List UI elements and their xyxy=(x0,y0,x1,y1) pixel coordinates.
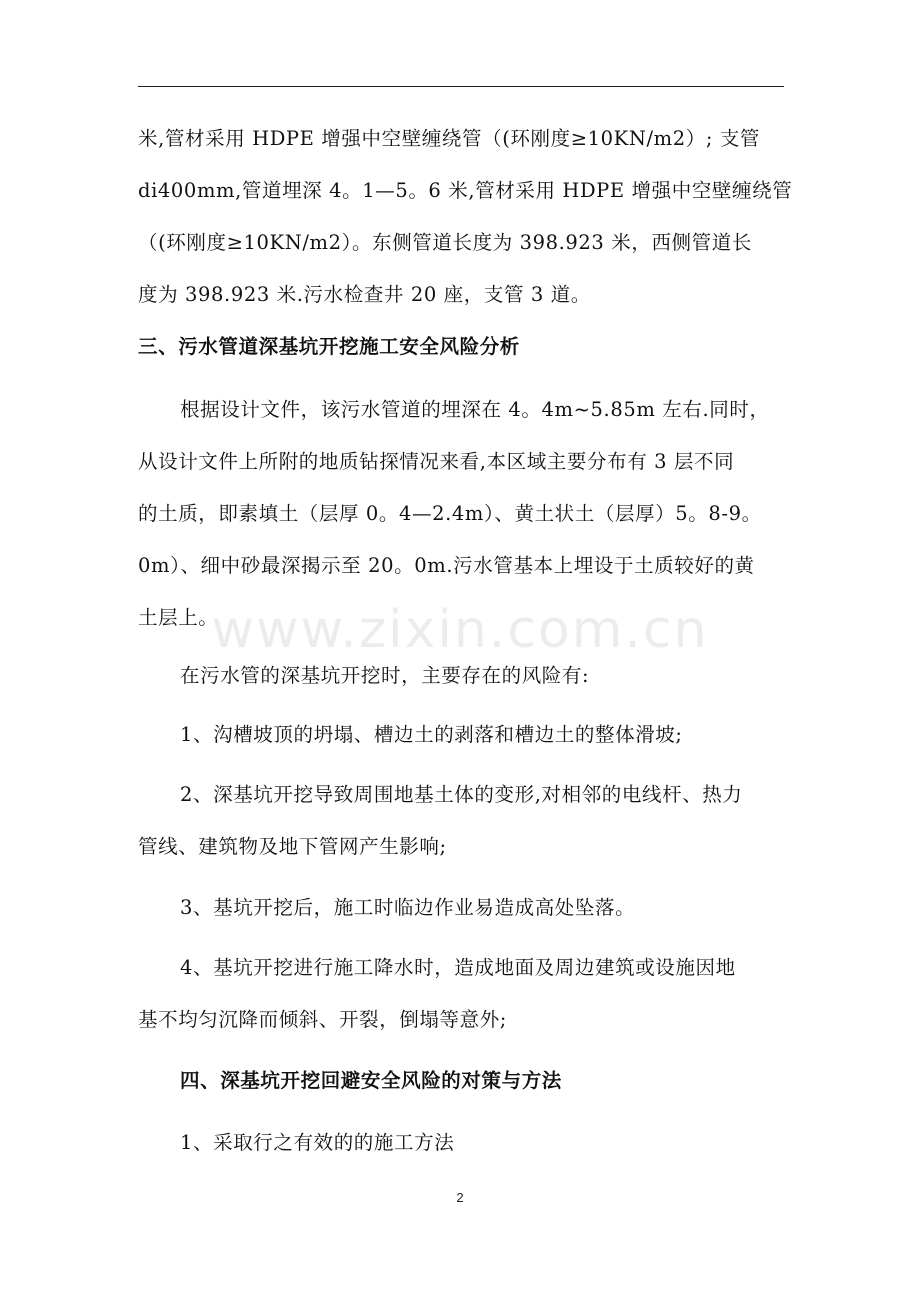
section-heading: 四、深基坑开挖回避安全风险的对策与方法 xyxy=(180,1069,562,1092)
text-line: 土层上。 xyxy=(138,606,219,629)
subsection-heading: 1、采取行之有效的的施工方法 xyxy=(180,1131,455,1154)
header-rule xyxy=(138,86,784,87)
page-number: 2 xyxy=(456,1190,464,1205)
text-line: 0m）、细中砂最深揭示至 20。0m.污水管基本上埋设于土质较好的黄 xyxy=(138,554,755,577)
list-item-continuation: 基不均匀沉降而倾斜、开裂，倒塌等意外; xyxy=(138,1008,507,1031)
text-line: 的土质，即素填土（层厚 0。4—2.4m）、黄土状土（层厚）5。8-9。 xyxy=(138,502,762,525)
text-line: 米,管材采用 HDPE 增强中空壁缠绕管（(环刚度≥10KN/m2）; 支管 xyxy=(138,127,761,150)
list-item: 3、基坑开挖后，施工时临边作业易造成高处坠落。 xyxy=(180,896,636,919)
text-line: 度为 398.923 米.污水检查井 20 座，支管 3 道。 xyxy=(138,283,591,306)
text-line: 在污水管的深基坑开挖时，主要存在的风险有: xyxy=(180,664,590,687)
section-heading: 三、污水管道深基坑开挖施工安全风险分析 xyxy=(138,335,520,358)
text-line: （(环刚度≥10KN/m2）。东侧管道长度为 398.923 米，西侧管道长 xyxy=(138,231,752,254)
list-item-continuation: 管线、建筑物及地下管网产生影响; xyxy=(138,835,447,858)
text-line: 从设计文件上所附的地质钻探情况来看,本区域主要分布有 3 层不同 xyxy=(138,450,735,473)
list-item: 4、基坑开挖进行施工降水时，造成地面及周边建筑或设施因地 xyxy=(180,956,736,979)
list-item: 2、深基坑开挖导致周围地基土体的变形,对相邻的电线杆、热力 xyxy=(180,783,743,806)
list-item: 1、沟槽坡顶的坍塌、槽边土的剥落和槽边土的整体滑坡; xyxy=(180,723,683,746)
text-line: 根据设计文件，该污水管道的埋深在 4。4m~5.85m 左右.同时， xyxy=(180,398,770,421)
watermark: www.zixin.com.cn xyxy=(211,600,709,660)
text-line: di400mm,管道埋深 4。1—5。6 米,管材采用 HDPE 增强中空壁缠绕管 xyxy=(138,179,793,202)
